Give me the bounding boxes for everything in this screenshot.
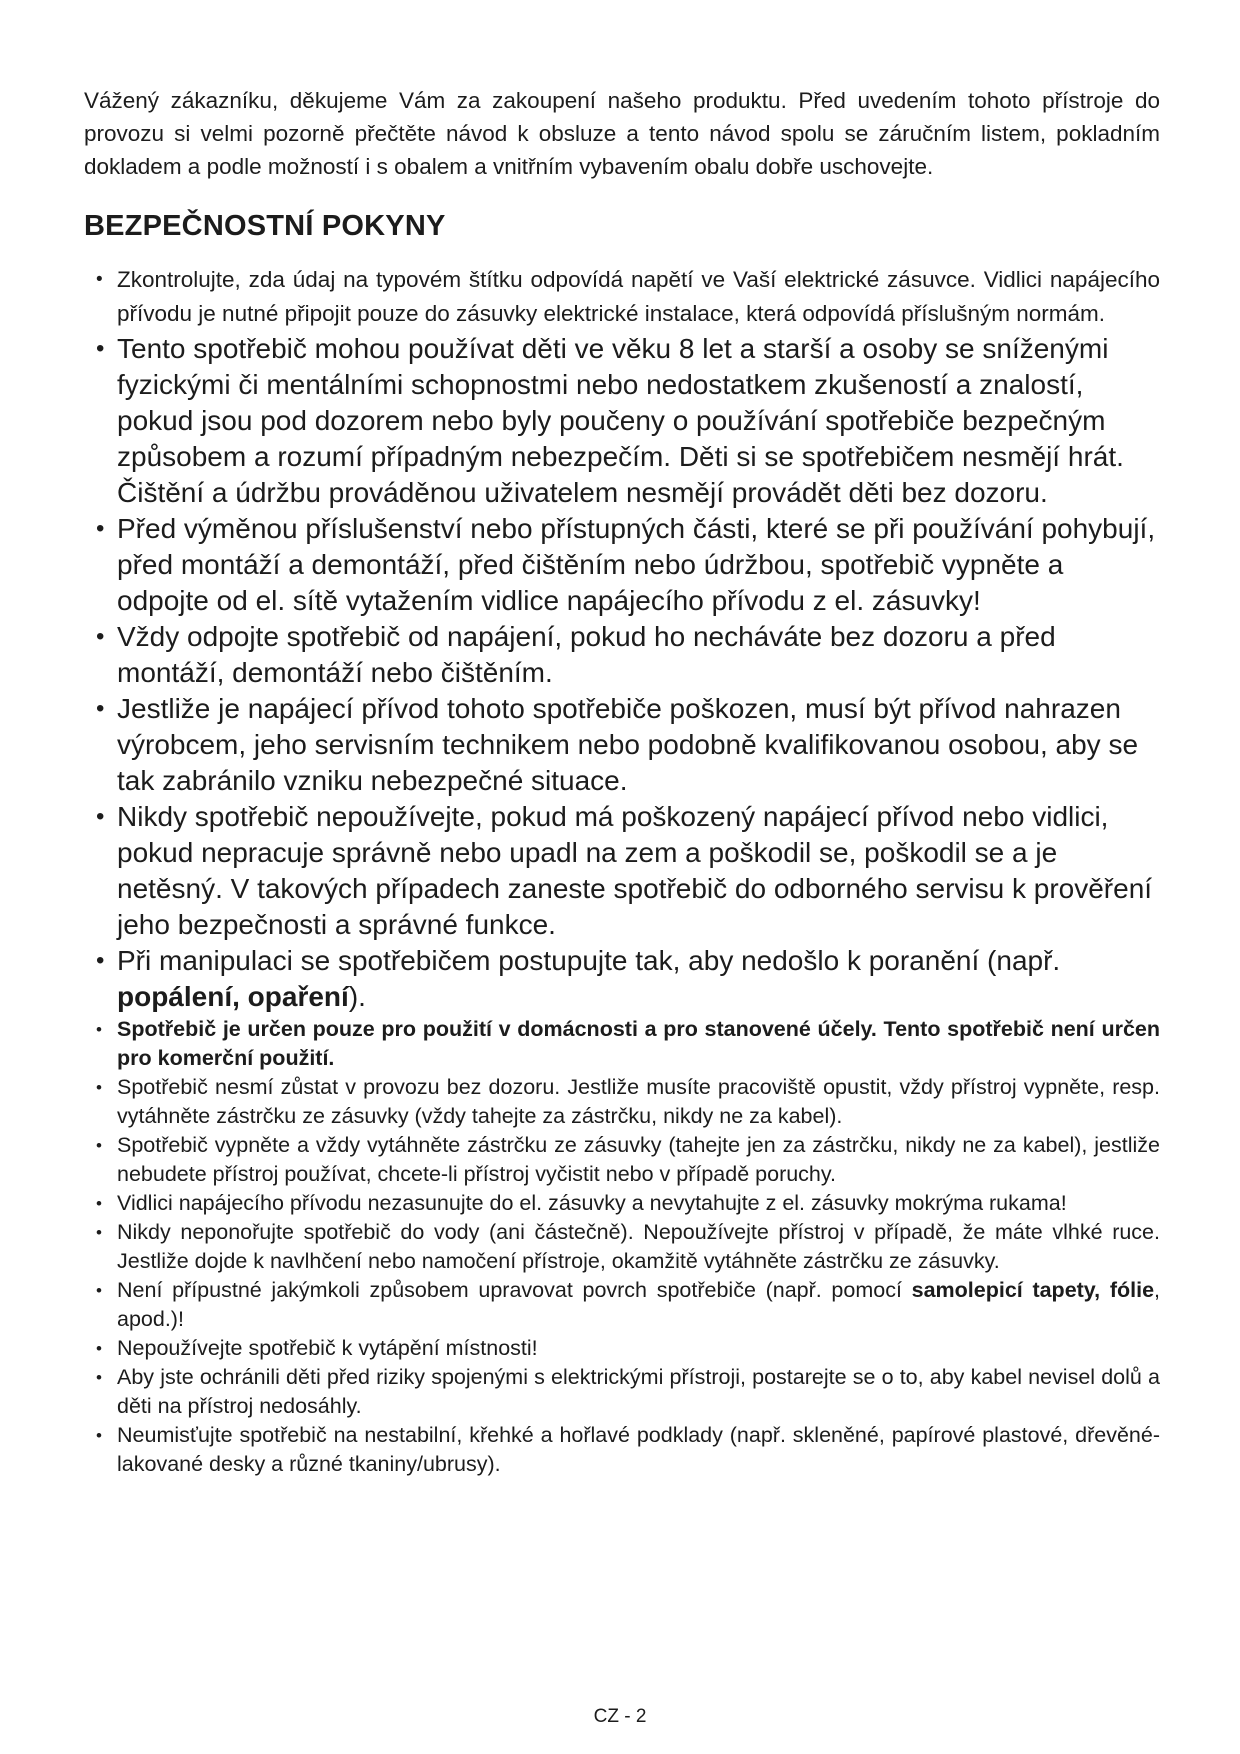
bullet-text: Před výměnou příslušenství nebo přístupných části, které se při používání pohybují, před montáží a demontáží, před čištěním nebo údržbou, spotřebič vypněte a odpojte od el. sítě vytažením vidlice napájecího přívodu z el. zásuvky!: [117, 513, 1156, 616]
bullet-text: Neumisťujte spotřebič na nestabilní, křehké a hořlavé podklady (např. skleněné, papírové plastové, dřevěné-lakované desky a různé tkaniny/ubrusy).: [117, 1423, 1160, 1476]
list-item: [84, 331, 1160, 511]
list-item: [84, 1334, 1160, 1363]
list-item: [84, 1189, 1160, 1218]
list-item: [84, 943, 1160, 1015]
bullet-text: Aby jste ochránili děti před riziky spojenými s elektrickými přístroji, postarejte se o to, aby kabel nevisel dolů a děti na přístroj nedosáhly.: [117, 1365, 1160, 1418]
bullet-icon: •: [96, 1136, 102, 1155]
bullet-text: Spotřebič nesmí zůstat v provozu bez dozoru. Jestliže musíte pracoviště opustit, vždy přístroj vypněte, resp. vytáhněte zástrčku ze zásuvky (vždy tahejte za zástrčku, nikdy ne za kabel).: [117, 1075, 1160, 1128]
bullet-text: Tento spotřebič mohou používat děti ve věku 8 let a starší a osoby se sníženými fyzickými či mentálními schopnostmi nebo nedostatkem zkušeností a znalostí, pokud jsou pod dozorem nebo byly poučeny o používání spotřebiče bezpečným způsobem a rozumí případným nebezpečím. Děti si se spotřebičem nesmějí hrát. Čištění a údržbu prováděnou uživatelem nesmějí provádět děti bez dozoru.: [117, 333, 1124, 508]
bullet-text: Nikdy neponořujte spotřebič do vody (ani částečně). Nepoužívejte přístroj v případě, že máte vlhké ruce. Jestliže dojde k navlhčení nebo namočení přístroje, okamžitě vytáhněte zástrčku ze zásuvky.: [117, 1220, 1160, 1273]
page-number: CZ - 2: [593, 1706, 647, 1727]
bullet-icon: •: [96, 1020, 102, 1039]
bullet-icon: •: [96, 515, 105, 542]
bullet-icon: •: [96, 947, 105, 974]
bullet-icon: •: [96, 335, 105, 362]
bullet-icon: •: [96, 1426, 102, 1445]
bullet-icon: •: [96, 1078, 102, 1097]
bullet-text: Není přípustné jakýmkoli způsobem upravovat povrch spotřebiče (např. pomocí samolepicí tapety, fólie, apod.)!: [117, 1278, 1161, 1331]
list-item: [84, 1363, 1160, 1421]
list-item: [84, 1131, 1160, 1189]
list-item: [84, 263, 1160, 331]
manual-page: [84, 84, 1160, 1479]
bullet-text: Při manipulaci se spotřebičem postupujte tak, aby nedošlo k poranění (např. popálení, opaření).: [117, 945, 1061, 1012]
bullet-text: Jestliže je napájecí přívod tohoto spotřebiče poškozen, musí být přívod nahrazen výrobcem, jeho servisním technikem nebo podobně kvalifikovanou osobou, aby se tak zabránilo vzniku nebezpečné situace.: [117, 693, 1139, 796]
bullet-text: Vždy odpojte spotřebič od napájení, pokud ho necháváte bez dozoru a před montáží, demontáží nebo čištěním.: [117, 621, 1056, 688]
bullet-text: Zkontrolujte, zda údaj na typovém štítku odpovídá napětí ve Vaší elektrické zásuvce. Vidlici napájecího přívodu je nutné připojit pouze do zásuvky elektrické instalace, která odpovídá příslušným normám.: [117, 267, 1160, 326]
list-item: [84, 1421, 1160, 1479]
bullet-icon: •: [96, 1368, 102, 1387]
bullet-icon: •: [96, 269, 103, 290]
list-item: [84, 619, 1160, 691]
list-item: [84, 511, 1160, 619]
bullet-icon: •: [96, 1281, 102, 1300]
bullet-text: Spotřebič je určen pouze pro použití v domácnosti a pro stanovené účely. Tento spotřebič není určen pro komerční použití.: [117, 1017, 1160, 1070]
bullet-icon: •: [96, 803, 105, 830]
list-item: [84, 1218, 1160, 1276]
safety-instructions-list: [84, 263, 1160, 1479]
list-item: [84, 1015, 1160, 1073]
bullet-icon: •: [96, 1339, 102, 1358]
bullet-icon: •: [96, 623, 105, 650]
intro-paragraph: Vážený zákazníku, děkujeme Vám za zakoupení našeho produktu. Před uvedením tohoto přístroje do provozu si velmi pozorně přečtěte návod k obsluze a tento návod spolu se záručním listem, pokladním dokladem a podle možností i s obalem a vnitřním vybavením obalu dobře uschovejte.: [84, 88, 1160, 179]
bullet-text: Nikdy spotřebič nepoužívejte, pokud má poškozený napájecí přívod nebo vidlici, pokud nepracuje správně nebo upadl na zem a poškodil se, poškodil se a je netěsný. V takových případech zaneste spotřebič do odborného servisu k prověření jeho bezpečnosti a správné funkce.: [117, 801, 1153, 940]
bullet-text: Vidlici napájecího přívodu nezasunujte do el. zásuvky a nevytahujte z el. zásuvky mokrýma rukama!: [117, 1191, 1067, 1215]
list-item: [84, 1276, 1160, 1334]
section-heading: BEZPEČNOSTNÍ POKYNY: [84, 210, 446, 242]
bullet-icon: •: [96, 1194, 102, 1213]
bullet-icon: •: [96, 695, 105, 722]
bullet-text: Spotřebič vypněte a vždy vytáhněte zástrčku ze zásuvky (tahejte jen za zástrčku, nikdy ne za kabel), jestliže nebudete přístroj používat, chcete-li přístroj vyčistit nebo v případě poruchy.: [117, 1133, 1160, 1186]
bullet-text: Nepoužívejte spotřebič k vytápění místnosti!: [117, 1336, 538, 1360]
bullet-icon: •: [96, 1223, 102, 1242]
list-item: [84, 1073, 1160, 1131]
list-item: [84, 691, 1160, 799]
list-item: [84, 799, 1160, 943]
